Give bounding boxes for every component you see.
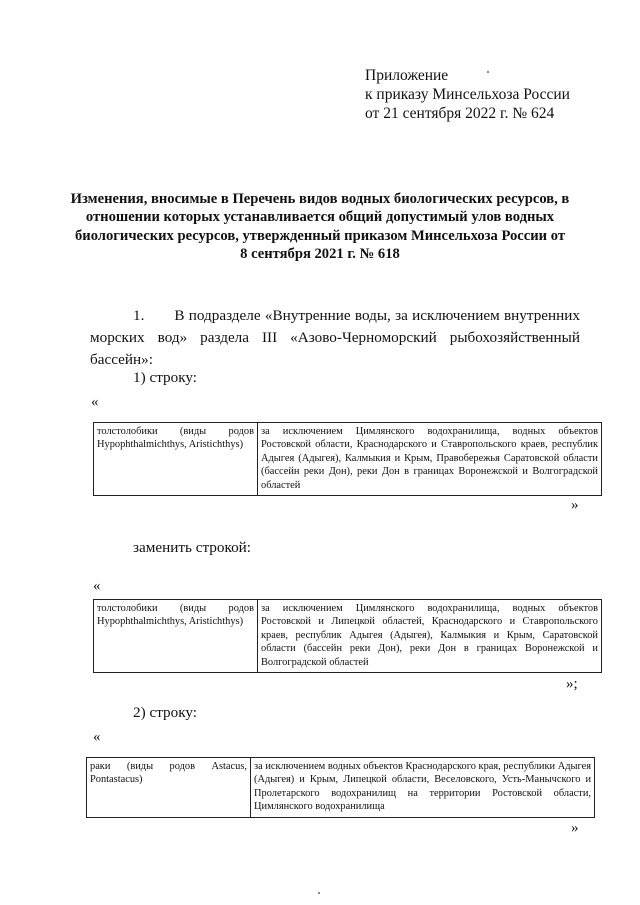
table-new-row bbox=[93, 599, 602, 673]
open-quote-3: « bbox=[93, 729, 101, 745]
table-row bbox=[94, 423, 602, 496]
appendix-order-date: от 21 сентября 2022 г. № 624 bbox=[365, 105, 555, 122]
scan-speck bbox=[318, 892, 320, 894]
appendix-header bbox=[365, 66, 570, 123]
document-title: Изменения, вносимые в Перечень видов водных биологических ресурсов, в отношении которых устанавливается общий допустимый улов водных биологических ресурсов, утвержденный приказом Минсельхоза России от 8 сентября 2021 г. № 618 bbox=[70, 191, 570, 262]
item-1-number: 1. bbox=[133, 307, 145, 324]
species-cell: толстолобики (виды родов Hypophthalmichthys, Aristichthys) bbox=[94, 600, 258, 673]
table-crayfish-row bbox=[86, 757, 595, 818]
scan-speck bbox=[487, 71, 489, 73]
subitem-1-label: 1) строку: bbox=[133, 369, 197, 386]
table-row bbox=[87, 758, 595, 818]
exception-cell: за исключением Цимлянского водохранилища, водных объектов Ростовской и Липецкой областей, Краснодарского и Ставропольского краев, республик Адыгея (Адыгея), Калмыкия и Крым, Саратовской области (бассейн реки Дон), реки Дон в границах Воронежской и Волгоградской областей bbox=[258, 600, 602, 673]
close-quote-semicolon: »; bbox=[566, 676, 578, 692]
open-quote-2: « bbox=[93, 578, 101, 594]
item-1-text: В подразделе «Внутренние воды, за исключением внутренних морских вод» раздела III «Азово-Черноморский рыбохозяйственный бассейн»: bbox=[90, 307, 580, 368]
species-cell: толстолобики (виды родов Hypophthalmichthys, Aristichthys) bbox=[94, 423, 258, 496]
item-1-paragraph bbox=[90, 305, 580, 371]
exception-cell: за исключением Цимлянского водохранилища, водных объектов Ростовской области, Краснодарского и Ставропольского краев, республик Адыгея (Адыгея), Калмыкия и Крым, Правобережья Саратовской области (бассейн реки Дон), реки Дон в границах Воронежской и Волгоградской областей bbox=[258, 423, 602, 496]
table-old-row bbox=[93, 422, 602, 496]
close-quote-3: » bbox=[571, 820, 579, 836]
open-quote-1: « bbox=[91, 394, 99, 410]
close-quote-1: » bbox=[571, 497, 579, 513]
appendix-label: Приложение bbox=[365, 67, 449, 84]
species-cell: раки (виды родов Astacus, Pontastacus) bbox=[87, 758, 251, 818]
appendix-order-ref: к приказу Минсельхоза России bbox=[365, 86, 570, 103]
subitem-2-label: 2) строку: bbox=[133, 704, 197, 721]
table-row bbox=[94, 600, 602, 673]
replace-with-label: заменить строкой: bbox=[133, 539, 252, 556]
exception-cell: за исключением водных объектов Краснодарского края, республики Адыгея (Адыгея) и Крым, Липецкой области, Веселовского, Усть-Манычского и Пролетарского водохранилищ на территории Ростовской области, Цимлянского водохранилища bbox=[251, 758, 595, 818]
